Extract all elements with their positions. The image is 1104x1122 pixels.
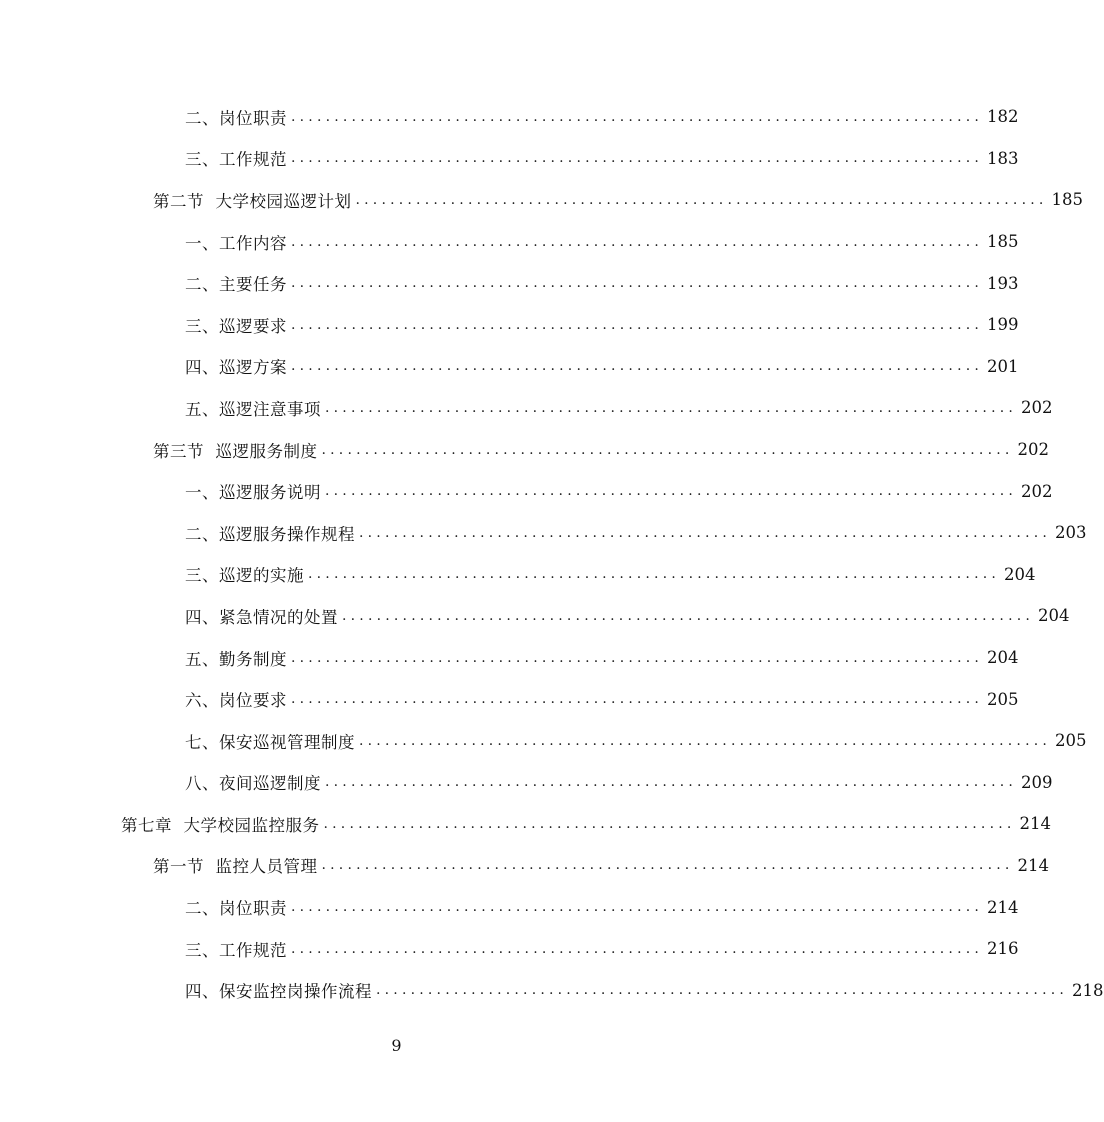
toc-entry-page: 209 <box>1021 772 1053 792</box>
toc-entry <box>0 554 1036 596</box>
toc-entry-title: 三、工作规范 <box>185 940 287 960</box>
toc-entry-link[interactable] <box>185 978 1104 1002</box>
toc-entry-page: 205 <box>987 689 1019 709</box>
dot-leader: ................................................................................ <box>291 899 984 916</box>
toc-entry-link[interactable] <box>185 770 1053 794</box>
toc-entry <box>0 969 1104 1011</box>
toc-entry <box>0 96 1019 138</box>
toc-entry <box>0 595 1070 637</box>
toc-entry <box>0 762 1053 804</box>
toc-entry <box>0 845 1050 887</box>
toc-entry-page: 205 <box>1055 731 1087 751</box>
toc-entry <box>0 470 1053 512</box>
dot-leader: ................................................................................ <box>355 191 1048 208</box>
toc-entry <box>0 304 1019 346</box>
toc-entry-link[interactable] <box>185 479 1053 503</box>
toc-entry-page: 214 <box>1017 855 1050 875</box>
toc-entry <box>0 138 1019 180</box>
toc-entry-page: 216 <box>987 939 1019 959</box>
toc-entry-link[interactable] <box>185 729 1087 753</box>
toc-entry-title: 第七章 大学校园监控服务 <box>121 815 320 835</box>
dot-leader: ................................................................................ <box>359 524 1052 541</box>
dot-leader: ................................................................................ <box>291 233 984 250</box>
toc-entry-link[interactable] <box>185 687 1019 711</box>
toc-entry-title: 四、保安监控岗操作流程 <box>185 982 372 1002</box>
toc-entry-link[interactable] <box>153 188 1084 212</box>
dot-leader: ................................................................................ <box>291 358 984 375</box>
toc-entry-page: 193 <box>987 273 1019 293</box>
toc-entry-title: 二、岗位职责 <box>185 108 287 128</box>
toc-entry-title: 二、主要任务 <box>185 275 287 295</box>
toc-entry-link[interactable] <box>185 521 1087 545</box>
toc-entry-link[interactable] <box>185 604 1070 628</box>
toc-entry <box>0 637 1019 679</box>
dot-leader: ................................................................................ <box>291 150 984 167</box>
dot-leader: ................................................................................ <box>325 483 1018 500</box>
toc-entry-page: 204 <box>1004 564 1036 584</box>
dot-leader: ................................................................................ <box>323 815 1016 832</box>
toc-entry-page: 204 <box>1038 606 1070 626</box>
toc-entry-title: 五、巡逻注意事项 <box>185 399 321 419</box>
dot-leader: ................................................................................ <box>291 691 984 708</box>
toc-entry-link[interactable] <box>185 105 1019 129</box>
toc-entry <box>0 429 1050 471</box>
dot-leader: ................................................................................ <box>359 732 1052 749</box>
dot-leader: ................................................................................ <box>376 982 1069 999</box>
toc-entry-link[interactable] <box>185 313 1019 337</box>
dot-leader: ................................................................................ <box>321 441 1014 458</box>
toc-entry <box>0 262 1019 304</box>
dot-leader: ................................................................................ <box>308 566 1001 583</box>
toc-entry-link[interactable] <box>153 853 1050 877</box>
toc-entry <box>0 387 1053 429</box>
toc-entry-page: 214 <box>987 897 1019 917</box>
toc-entry-link[interactable] <box>185 562 1036 586</box>
toc-entry-title: 一、工作内容 <box>185 233 287 253</box>
toc-entry-page: 185 <box>987 232 1019 252</box>
toc-entry <box>0 928 1019 970</box>
toc-entry-link[interactable] <box>185 396 1053 420</box>
dot-leader: ................................................................................ <box>291 940 984 957</box>
toc-entry-title: 四、紧急情况的处置 <box>185 607 338 627</box>
toc-entry <box>0 346 1019 388</box>
toc-entry-page: 182 <box>987 107 1019 127</box>
toc-entry <box>0 221 1019 263</box>
toc-entry-link[interactable] <box>185 895 1019 919</box>
toc-entry-link[interactable] <box>185 646 1019 670</box>
dot-leader: ................................................................................ <box>321 857 1014 874</box>
toc-entry <box>0 720 1087 762</box>
toc-entry-title: 三、工作规范 <box>185 150 287 170</box>
toc-entry-link[interactable] <box>185 146 1019 170</box>
toc-entry-page: 201 <box>987 356 1019 376</box>
dot-leader: ................................................................................ <box>325 399 1018 416</box>
toc-entry-title: 七、保安巡视管理制度 <box>185 732 355 752</box>
table-of-contents <box>0 96 1104 1011</box>
toc-entry-page: 218 <box>1072 980 1104 1000</box>
toc-entry-page: 204 <box>987 648 1019 668</box>
toc-entry-page: 202 <box>1017 440 1050 460</box>
toc-entry-title: 二、巡逻服务操作规程 <box>185 524 355 544</box>
page-number: 9 <box>391 1036 402 1055</box>
toc-entry-title: 一、巡逻服务说明 <box>185 483 321 503</box>
dot-leader: ................................................................................ <box>291 649 984 666</box>
toc-entry-link[interactable] <box>185 354 1019 378</box>
toc-entry-link[interactable] <box>185 271 1019 295</box>
toc-entry-page: 185 <box>1051 190 1084 210</box>
toc-entry-link[interactable] <box>121 812 1052 836</box>
toc-entry <box>0 179 1084 221</box>
toc-entry-link[interactable] <box>185 230 1019 254</box>
toc-entry-page: 202 <box>1021 481 1053 501</box>
toc-entry <box>0 512 1087 554</box>
toc-entry <box>0 803 1052 845</box>
toc-entry <box>0 678 1019 720</box>
toc-entry-page: 202 <box>1021 398 1053 418</box>
toc-entry-page: 183 <box>987 148 1019 168</box>
toc-entry-title: 三、巡逻要求 <box>185 316 287 336</box>
dot-leader: ................................................................................ <box>325 774 1018 791</box>
dot-leader: ................................................................................ <box>291 275 984 292</box>
toc-entry-title: 第一节 监控人员管理 <box>153 857 318 877</box>
toc-entry-page: 214 <box>1019 814 1052 834</box>
dot-leader: ................................................................................ <box>342 607 1035 624</box>
toc-entry-link[interactable] <box>185 937 1019 961</box>
toc-entry-title: 二、岗位职责 <box>185 899 287 919</box>
dot-leader: ................................................................................ <box>291 108 984 125</box>
toc-entry-title: 四、巡逻方案 <box>185 358 287 378</box>
toc-entry-title: 第三节 巡逻服务制度 <box>153 441 318 461</box>
toc-entry-title: 六、岗位要求 <box>185 691 287 711</box>
toc-entry-title: 八、夜间巡逻制度 <box>185 774 321 794</box>
toc-entry-title: 第二节 大学校园巡逻计划 <box>153 191 352 211</box>
toc-entry-title: 三、巡逻的实施 <box>185 566 304 586</box>
dot-leader: ................................................................................ <box>291 316 984 333</box>
toc-entry-page: 203 <box>1055 523 1087 543</box>
toc-entry-title: 五、勤务制度 <box>185 649 287 669</box>
toc-entry-page: 199 <box>987 315 1019 335</box>
toc-entry <box>0 886 1019 928</box>
toc-entry-link[interactable] <box>153 438 1050 462</box>
